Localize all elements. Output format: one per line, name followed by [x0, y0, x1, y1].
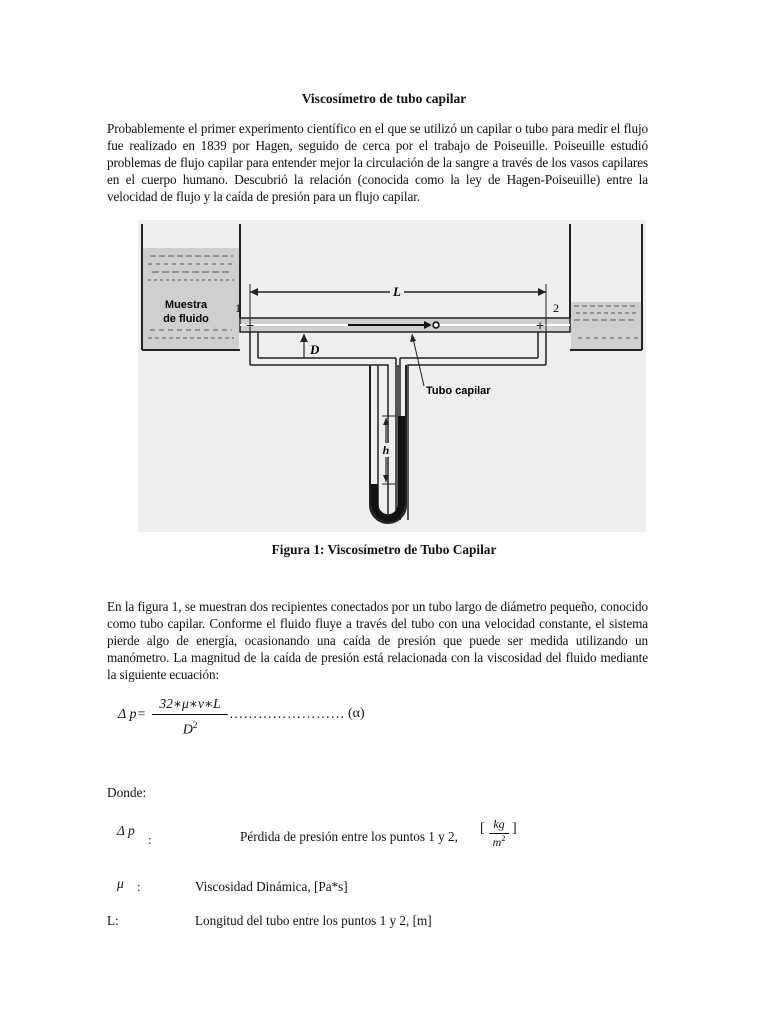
hagen-poiseuille-equation — [118, 695, 538, 739]
def-symbol-mu: μ — [117, 876, 124, 891]
body-paragraph: En la figura 1, se muestran dos recipientes conectados por un tubo largo de diámetro pequeño, conocido como tubo capilar. Conforme el fluido fluye a través del tubo con una velocidad constante, el sistema pierde algo de energía, ocasionando una caída de presión que puede ser medida utilizando un manómetro. La magnitud de la caída de presión está relacionada con la viscosidad del fluido mediante la siguiente ecuación: — [107, 599, 648, 682]
def-symbol-delta-p: Δ p — [117, 823, 135, 838]
equation-leader-dots: …………………… — [229, 707, 345, 722]
height-label: h — [382, 443, 390, 457]
sample-label-line-1: Muestra — [164, 299, 208, 311]
point-1-label: 1 — [235, 301, 241, 315]
svg-text:+: + — [536, 317, 545, 333]
equation-lhs: Δ p= — [118, 707, 146, 722]
point-2-label: 2 — [553, 301, 559, 315]
def-symbol-L: L: — [107, 913, 119, 928]
def-text-pressure-drop: Pérdida de presión entre los puntos 1 y 2, — [240, 829, 458, 844]
def-colon: : — [148, 832, 152, 847]
sample-label-line-2: de fluido — [163, 313, 209, 325]
svg-text:+: + — [246, 317, 255, 333]
diameter-label: D — [310, 342, 320, 357]
document-title: Viscosímetro de tubo capilar — [301, 91, 467, 106]
equation-numerator: 32∗μ∗v∗L — [159, 696, 221, 711]
fraction-bar — [152, 714, 228, 715]
capillary-tube-label: Tubo capilar — [426, 385, 491, 397]
equation-fraction — [152, 695, 228, 738]
def-colon: : — [137, 879, 141, 894]
figure-caption: Figura 1: Viscosímetro de Tubo Capilar — [271, 542, 497, 557]
equation-denominator: $D^2$ — [182, 720, 198, 738]
capillary-viscometer-figure — [138, 220, 646, 532]
def-text-viscosity: Viscosidad Dinámica, [Pa*s] — [195, 879, 348, 894]
equation-tag: (α) — [348, 706, 365, 721]
length-label: L — [393, 284, 401, 299]
pressure-drop-unit: [ kg $m^2$ ] — [480, 817, 517, 849]
def-text-length: Longitud del tubo entre los puntos 1 y 2, [m] — [195, 913, 432, 928]
donde-label: Donde: — [107, 785, 147, 800]
intro-paragraph: Probablemente el primer experimento científico en el que se utilizó un capilar o tubo para medir el flujo fue realizado en 1839 por Hagen, seguido de cerca por el trabajo de Poiseuille. Poiseuille estudió problemas de flujo capilar para entender mejor la circulación de la sangre a través de los vasos capilares en el cuerpo humano. Descubrió la relación (conocida como la ley de Hagen-Poiseuille) entre la velocidad de flujo y la caída de presión para un flujo capilar. — [107, 121, 648, 204]
